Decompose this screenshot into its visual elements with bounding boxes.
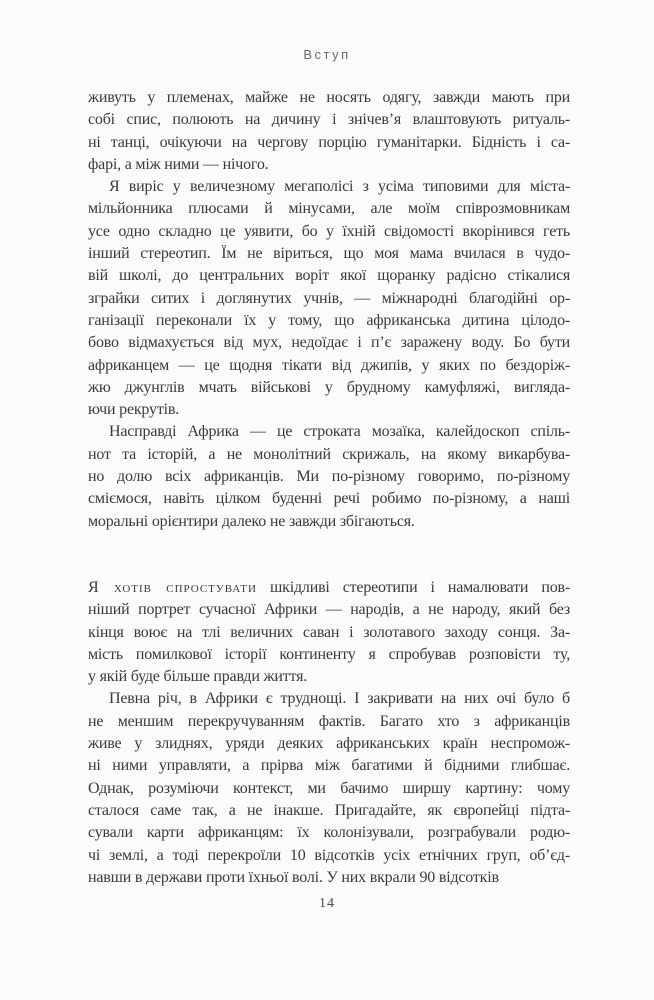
paragraph: [88, 421, 570, 532]
text-line: нот та історій, а не монолітний скрижаль, на якому викарбува-: [88, 445, 570, 463]
text-line: усе одно складно це уявити, бо у їхній свідомості вкорінився геть: [88, 222, 570, 240]
running-header: Вступ: [303, 47, 351, 62]
text-line: Я виріс у величезному мегаполісі з усіма типовими для міста-: [109, 178, 570, 196]
text-line: живе у злиднях, уряди деяких африканських країн неспромож-: [88, 735, 570, 753]
text-line: моральні орієнтири далеко не завжди збігаються.: [88, 512, 415, 530]
paragraph: [88, 176, 570, 421]
text-line: живуть у племенах, майже не носять одягу, завжди мають при: [88, 89, 570, 106]
text-block: [88, 87, 570, 889]
paragraph: [88, 87, 570, 176]
text-line: кінця воює на тлі величних саван і золотавого заходу сонця. За-: [88, 623, 570, 641]
text-line: фарі, а між ними — нічого.: [88, 155, 269, 173]
text-line: африканцем — це щодня тікати від джипів, у яких по бездоріж-: [88, 356, 570, 374]
paragraph: [88, 577, 570, 688]
text-line: ні танці, очікуючи на чергову порцію гуманітарки. Бідність і са-: [88, 133, 570, 151]
text-line: ючи рекрутів.: [88, 401, 180, 419]
text-line: не меншим перекручуванням фактів. Багато хто з африканців: [88, 712, 570, 730]
text-line: собі спис, полюють на дичину і знічев’я влаштовують ритуаль-: [88, 111, 570, 129]
text-line: бово відмахується від мух, недоїдає і п’є заражену воду. Бо бути: [88, 334, 570, 352]
text-line: вій школі, до центральних воріт якої щоранку радісно стікалися: [88, 267, 570, 285]
text-line: Певна річ, в Африки є труднощі. І закривати на них очі було б: [109, 690, 570, 708]
text-line: но долю всіх африканців. Ми по-різному говоримо, по-різному: [88, 468, 570, 486]
text-line: у якій буде більше правди життя.: [88, 668, 308, 686]
text-line: ніший портрет сучасної Африки — народів, а не народу, який без: [88, 601, 570, 619]
text-line: Однак, розуміючи контекст, ми бачимо ширшу картину: чому: [88, 779, 570, 797]
text-line: інший стереотип. Їм не віриться, що моя мама вчилася в чудо-: [88, 245, 570, 263]
text-line: Насправді Африка — це строката мозаїка, калейдоскоп спіль-: [109, 423, 570, 441]
text-line: жю джунглів мчать військові у брудному камуфляжі, вигляда-: [88, 378, 570, 396]
text-line: мільйонника плюсами й мінусами, але моїм співрозмовникам: [88, 200, 570, 218]
text-line: сталося саме так, а не інакше. Пригадайте, як європейці підта-: [88, 801, 570, 819]
text-line: зграйки ситих і доглянутих учнів, — міжнародні благодійні ор-: [88, 289, 570, 307]
text-line: ні ними управляти, а прірва між багатими й бідними глибшає.: [88, 757, 570, 775]
text-line: мість помилкової історії континенту я спробував розповісти ту,: [88, 645, 570, 663]
text-line: сміємося, навіть цілком буденні речі робимо по-різному, а наші: [88, 490, 570, 508]
paragraph: [88, 688, 570, 889]
text-line: навши в держави проти їхньої волі. У них вкрали 90 відсотків: [88, 868, 499, 886]
text-line: ганізації переконали їх у тому, що африканська дитина цілодо-: [88, 311, 570, 329]
text-line: сували карти африканцям: їх колонізували, розграбували родю-: [88, 824, 570, 842]
text-line: Я хотів спростувати шкідливі стереотипи і намалювати пов-: [88, 578, 570, 596]
text-line: чі землі, а тоді перекроїли 10 відсотків усіх етнічних груп, об’єд-: [88, 846, 570, 864]
page-number: 14: [319, 896, 335, 911]
smallcaps-lead: Я хотів спростувати: [88, 578, 257, 596]
